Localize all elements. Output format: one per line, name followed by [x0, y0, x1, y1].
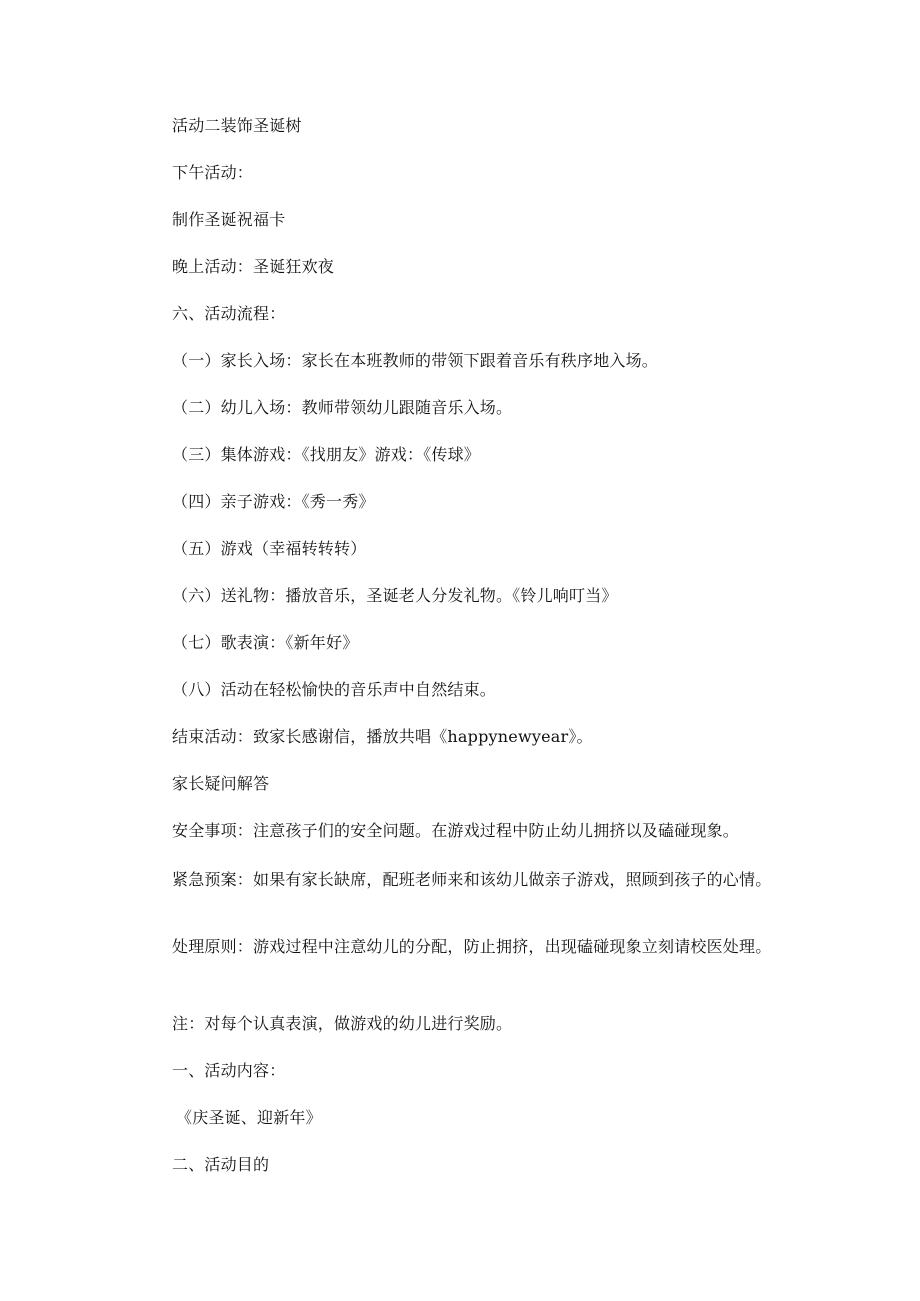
process-step: （四）亲子游戏：《秀一秀》	[172, 492, 375, 511]
section-heading: 二、活动目的	[172, 1155, 270, 1174]
process-step: （七）歌表演：《新年好》	[172, 633, 359, 652]
section-heading: 六、活动流程：	[172, 304, 286, 323]
text-line: 《庆圣诞、迎新年》	[176, 1108, 322, 1127]
text-line: 注：对每个认真表演，做游戏的幼儿进行奖励。	[172, 1014, 513, 1033]
text-line: 家长疑问解答	[172, 774, 270, 793]
process-step: （六）送礼物：播放音乐，圣诞老人分发礼物。《铃儿响叮当》	[172, 586, 618, 605]
text-line: 安全事项：注意孩子们的安全问题。在游戏过程中防止幼儿拥挤以及磕碰现象。	[172, 821, 740, 840]
section-heading: 一、活动内容：	[172, 1061, 286, 1080]
text-line: 下午活动：	[172, 163, 254, 182]
text-line: 晚上活动：圣诞狂欢夜	[172, 257, 335, 276]
process-step: （二）幼儿入场：教师带领幼儿跟随音乐入场。	[172, 398, 513, 417]
text-line: 结束活动：致家长感谢信，播放共唱《happynewyear》。	[172, 727, 593, 746]
text-line: 制作圣诞祝福卡	[172, 210, 286, 229]
process-step: （八）活动在轻松愉快的音乐声中自然结束。	[172, 680, 497, 699]
process-step: （三）集体游戏：《找朋友》游戏：《传球》	[172, 445, 481, 464]
paragraph-emergency-plan: 紧急预案：如果有家长缺席，配班老师来和该幼儿做亲子游戏，照顾到孩子的心情。	[172, 870, 772, 889]
paragraph-handling-principle: 处理原则：游戏过程中注意幼儿的分配，防止拥挤，出现磕碰现象立刻请校医处理。	[172, 937, 772, 956]
text-line: 活动二装饰圣诞树	[172, 116, 302, 135]
process-step: （五）游戏（幸福转转转）	[172, 539, 367, 558]
process-step: （一）家长入场：家长在本班教师的带领下跟着音乐有秩序地入场。	[172, 351, 659, 370]
